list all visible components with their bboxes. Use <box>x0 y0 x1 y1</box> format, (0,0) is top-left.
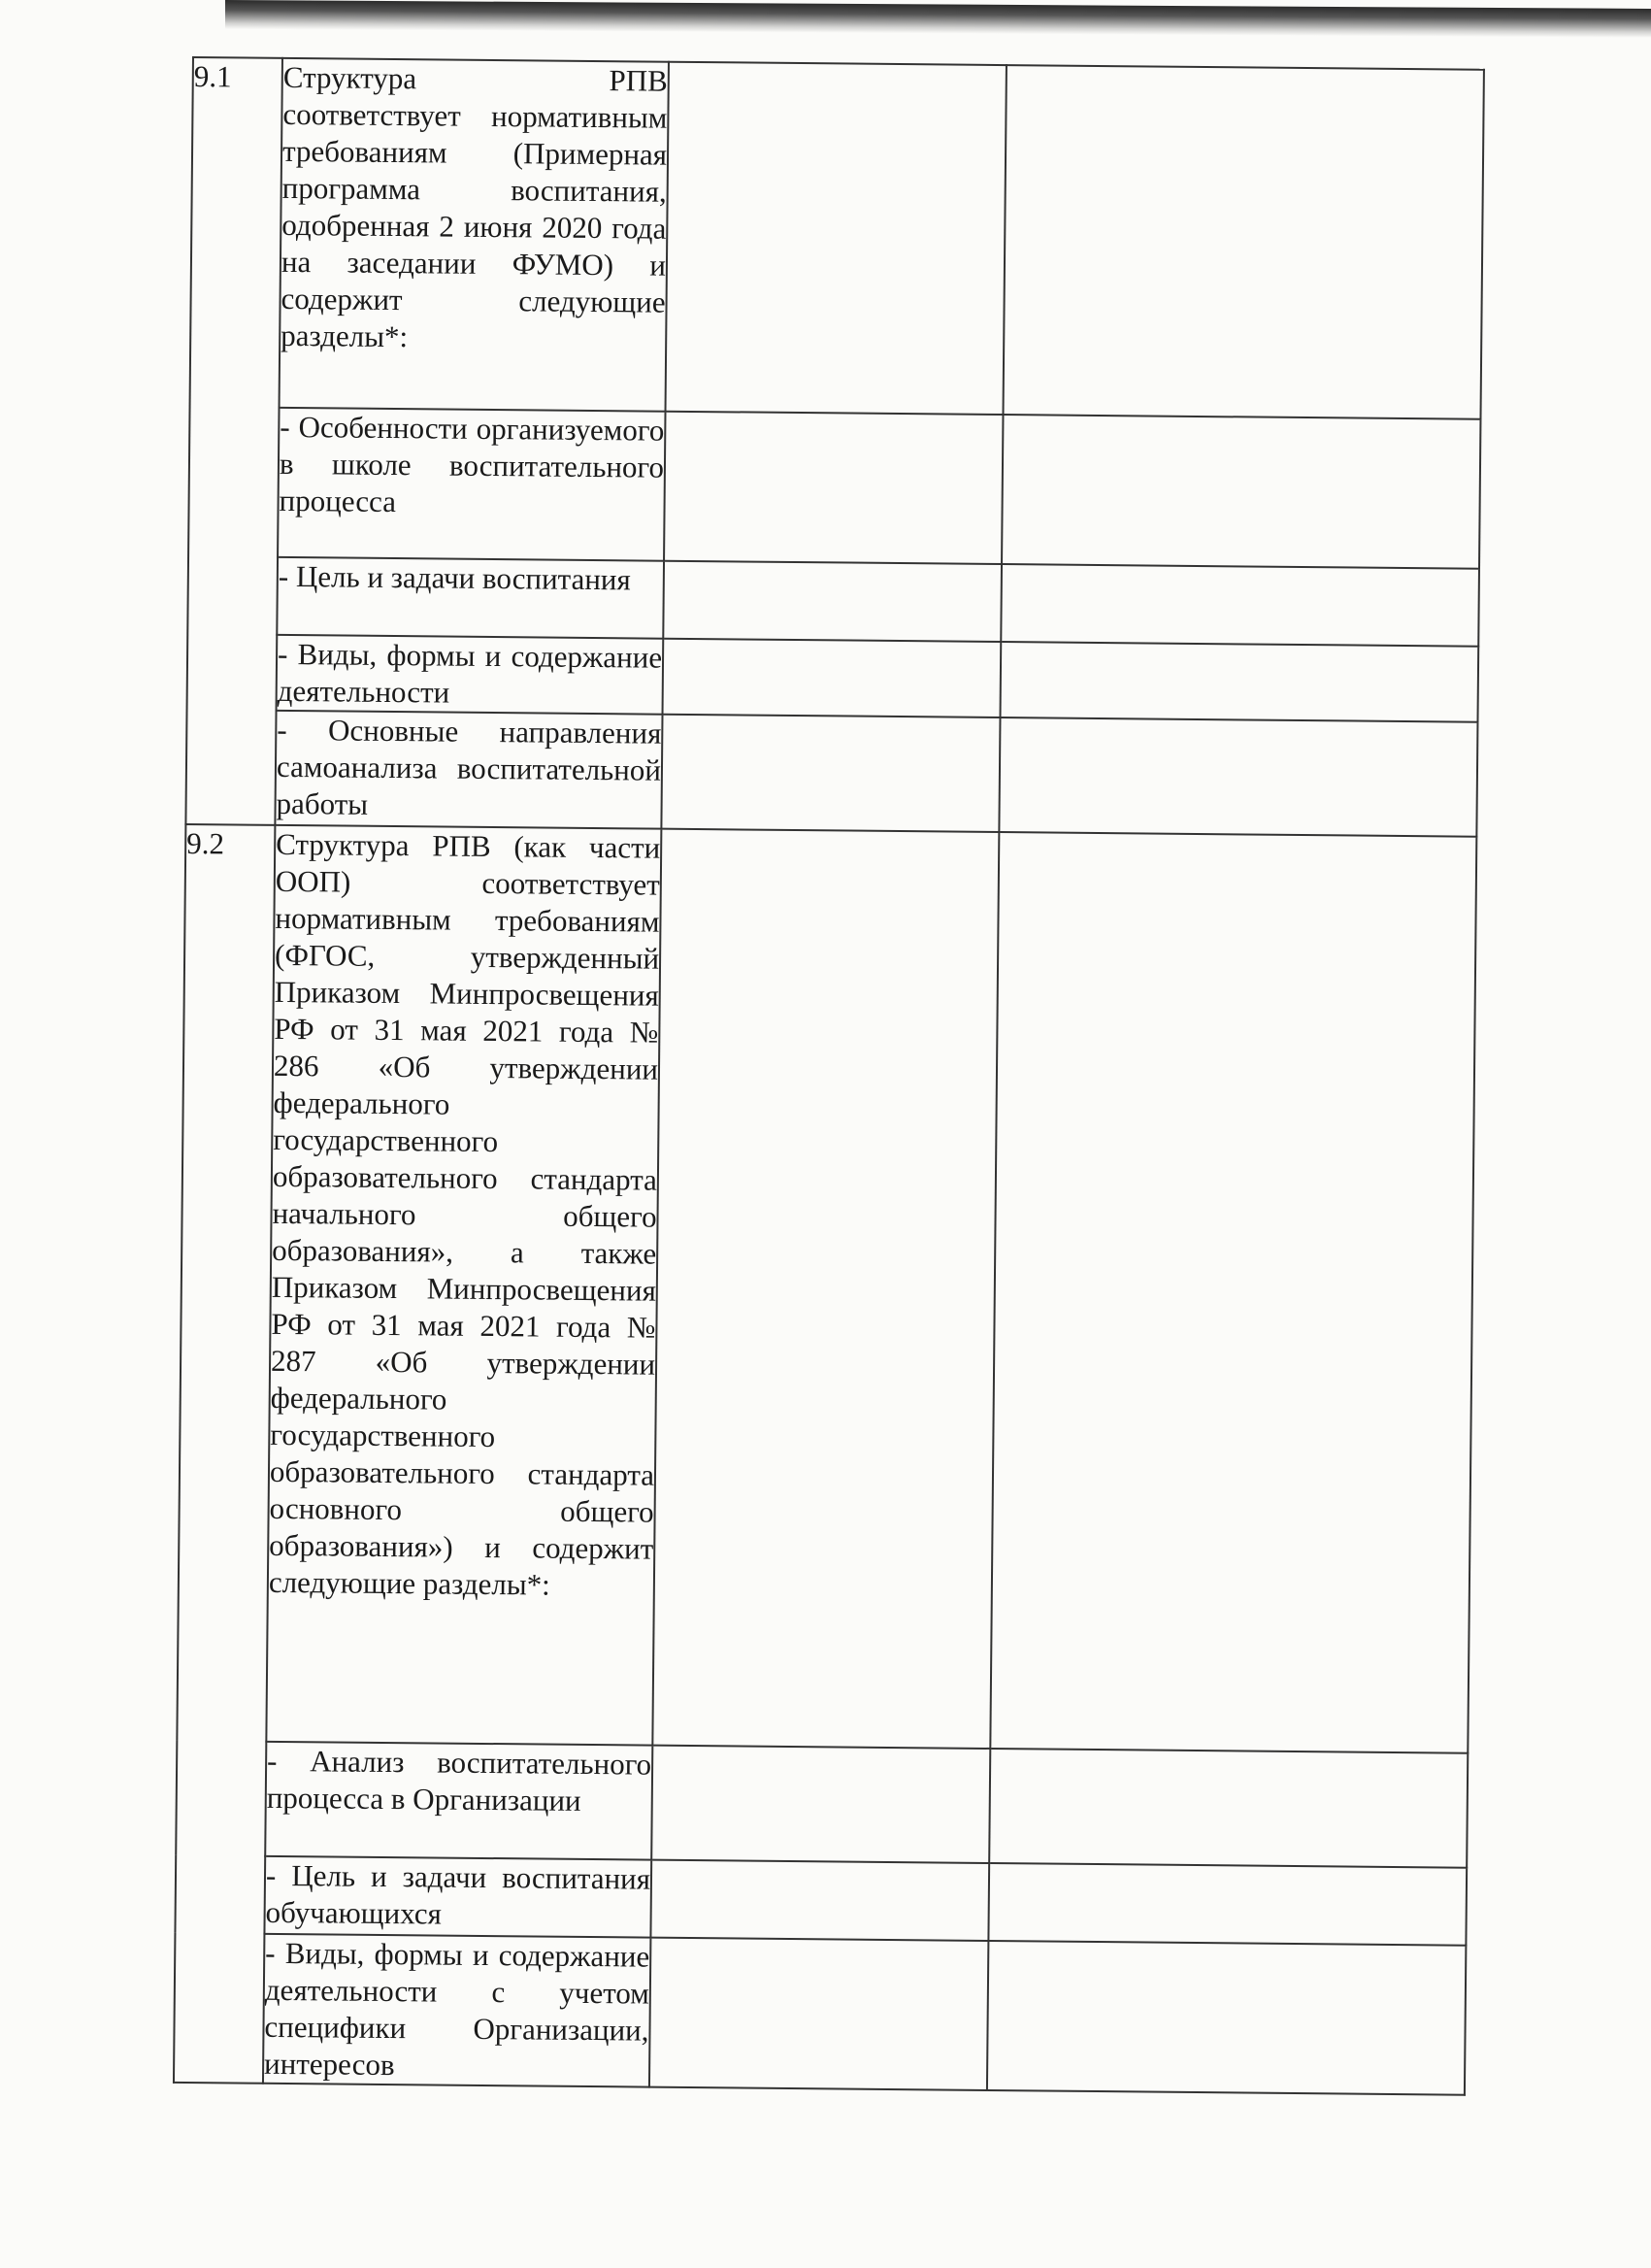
section-number: 9.1 <box>185 57 282 825</box>
check-cell <box>650 1860 989 1941</box>
section-item-text: - Особенности организуемого в школе воспитательного процесса <box>278 408 665 561</box>
check-cell <box>652 829 999 1749</box>
comment-cell <box>989 1749 1468 1868</box>
comment-cell <box>1003 65 1483 419</box>
comment-cell <box>1002 415 1480 569</box>
table-row <box>174 1933 1466 2095</box>
check-cell <box>651 1746 990 1863</box>
check-cell <box>661 715 1000 832</box>
comment-cell <box>999 717 1477 837</box>
table-row <box>187 634 1479 722</box>
table-row <box>175 1855 1467 1946</box>
table-row <box>176 1741 1468 1868</box>
table-row <box>177 824 1476 1753</box>
section-number: 9.2 <box>174 824 275 2084</box>
check-cell <box>666 62 1007 415</box>
comment-cell <box>988 1863 1467 1946</box>
comment-cell <box>990 832 1476 1753</box>
section-item-text: - Анализ воспитательного процесса в Организации <box>265 1742 652 1860</box>
section-item-text: - Цель и задачи воспитания обучающихся <box>264 1856 651 1938</box>
table-row <box>188 407 1480 569</box>
table-row <box>187 556 1479 647</box>
requirements-table <box>173 56 1485 2096</box>
document-page <box>173 56 1483 2083</box>
table-row <box>185 710 1477 837</box>
section-item-text: - Цель и задачи воспитания <box>277 557 664 639</box>
comment-cell <box>1001 564 1479 647</box>
check-cell <box>663 561 1002 642</box>
comment-cell <box>987 1941 1466 2095</box>
check-cell <box>649 1938 988 2090</box>
comment-cell <box>1001 642 1479 722</box>
section-item-text: - Виды, формы и содержание деятельности с учетом специфики Организации, интересов <box>263 1934 650 2087</box>
check-cell <box>663 639 1002 717</box>
section-item-text: - Виды, формы и содержание деятельности <box>277 635 664 715</box>
table-row <box>190 57 1484 419</box>
section-header-text: Структура РПВ (как части ООП) соответствует нормативным требованиям (ФГОС, утвержденный Приказом Минпросвещения РФ от 31 мая 2021 года № 286 «Об утверждении федерального государственного образовательного стандарта начального общего образования», а также Приказом Минпросвещения РФ от 31 мая 2021 года № 287 «Об утверждении федерального государственного образовательного стандарта основного общего образования») и содержит следующие разделы*: <box>266 825 661 1746</box>
section-header-text: Структура РПВ соответствует нормативным требованиям (Примерная программа воспитания, одобренная 2 июня 2020 года на заседании ФУМО) и содержит следующие разделы*: <box>280 58 669 412</box>
scan-shadow-edge <box>225 0 1651 38</box>
section-item-text: - Основные направления самоанализа воспитательной работы <box>275 711 662 829</box>
check-cell <box>664 412 1003 564</box>
